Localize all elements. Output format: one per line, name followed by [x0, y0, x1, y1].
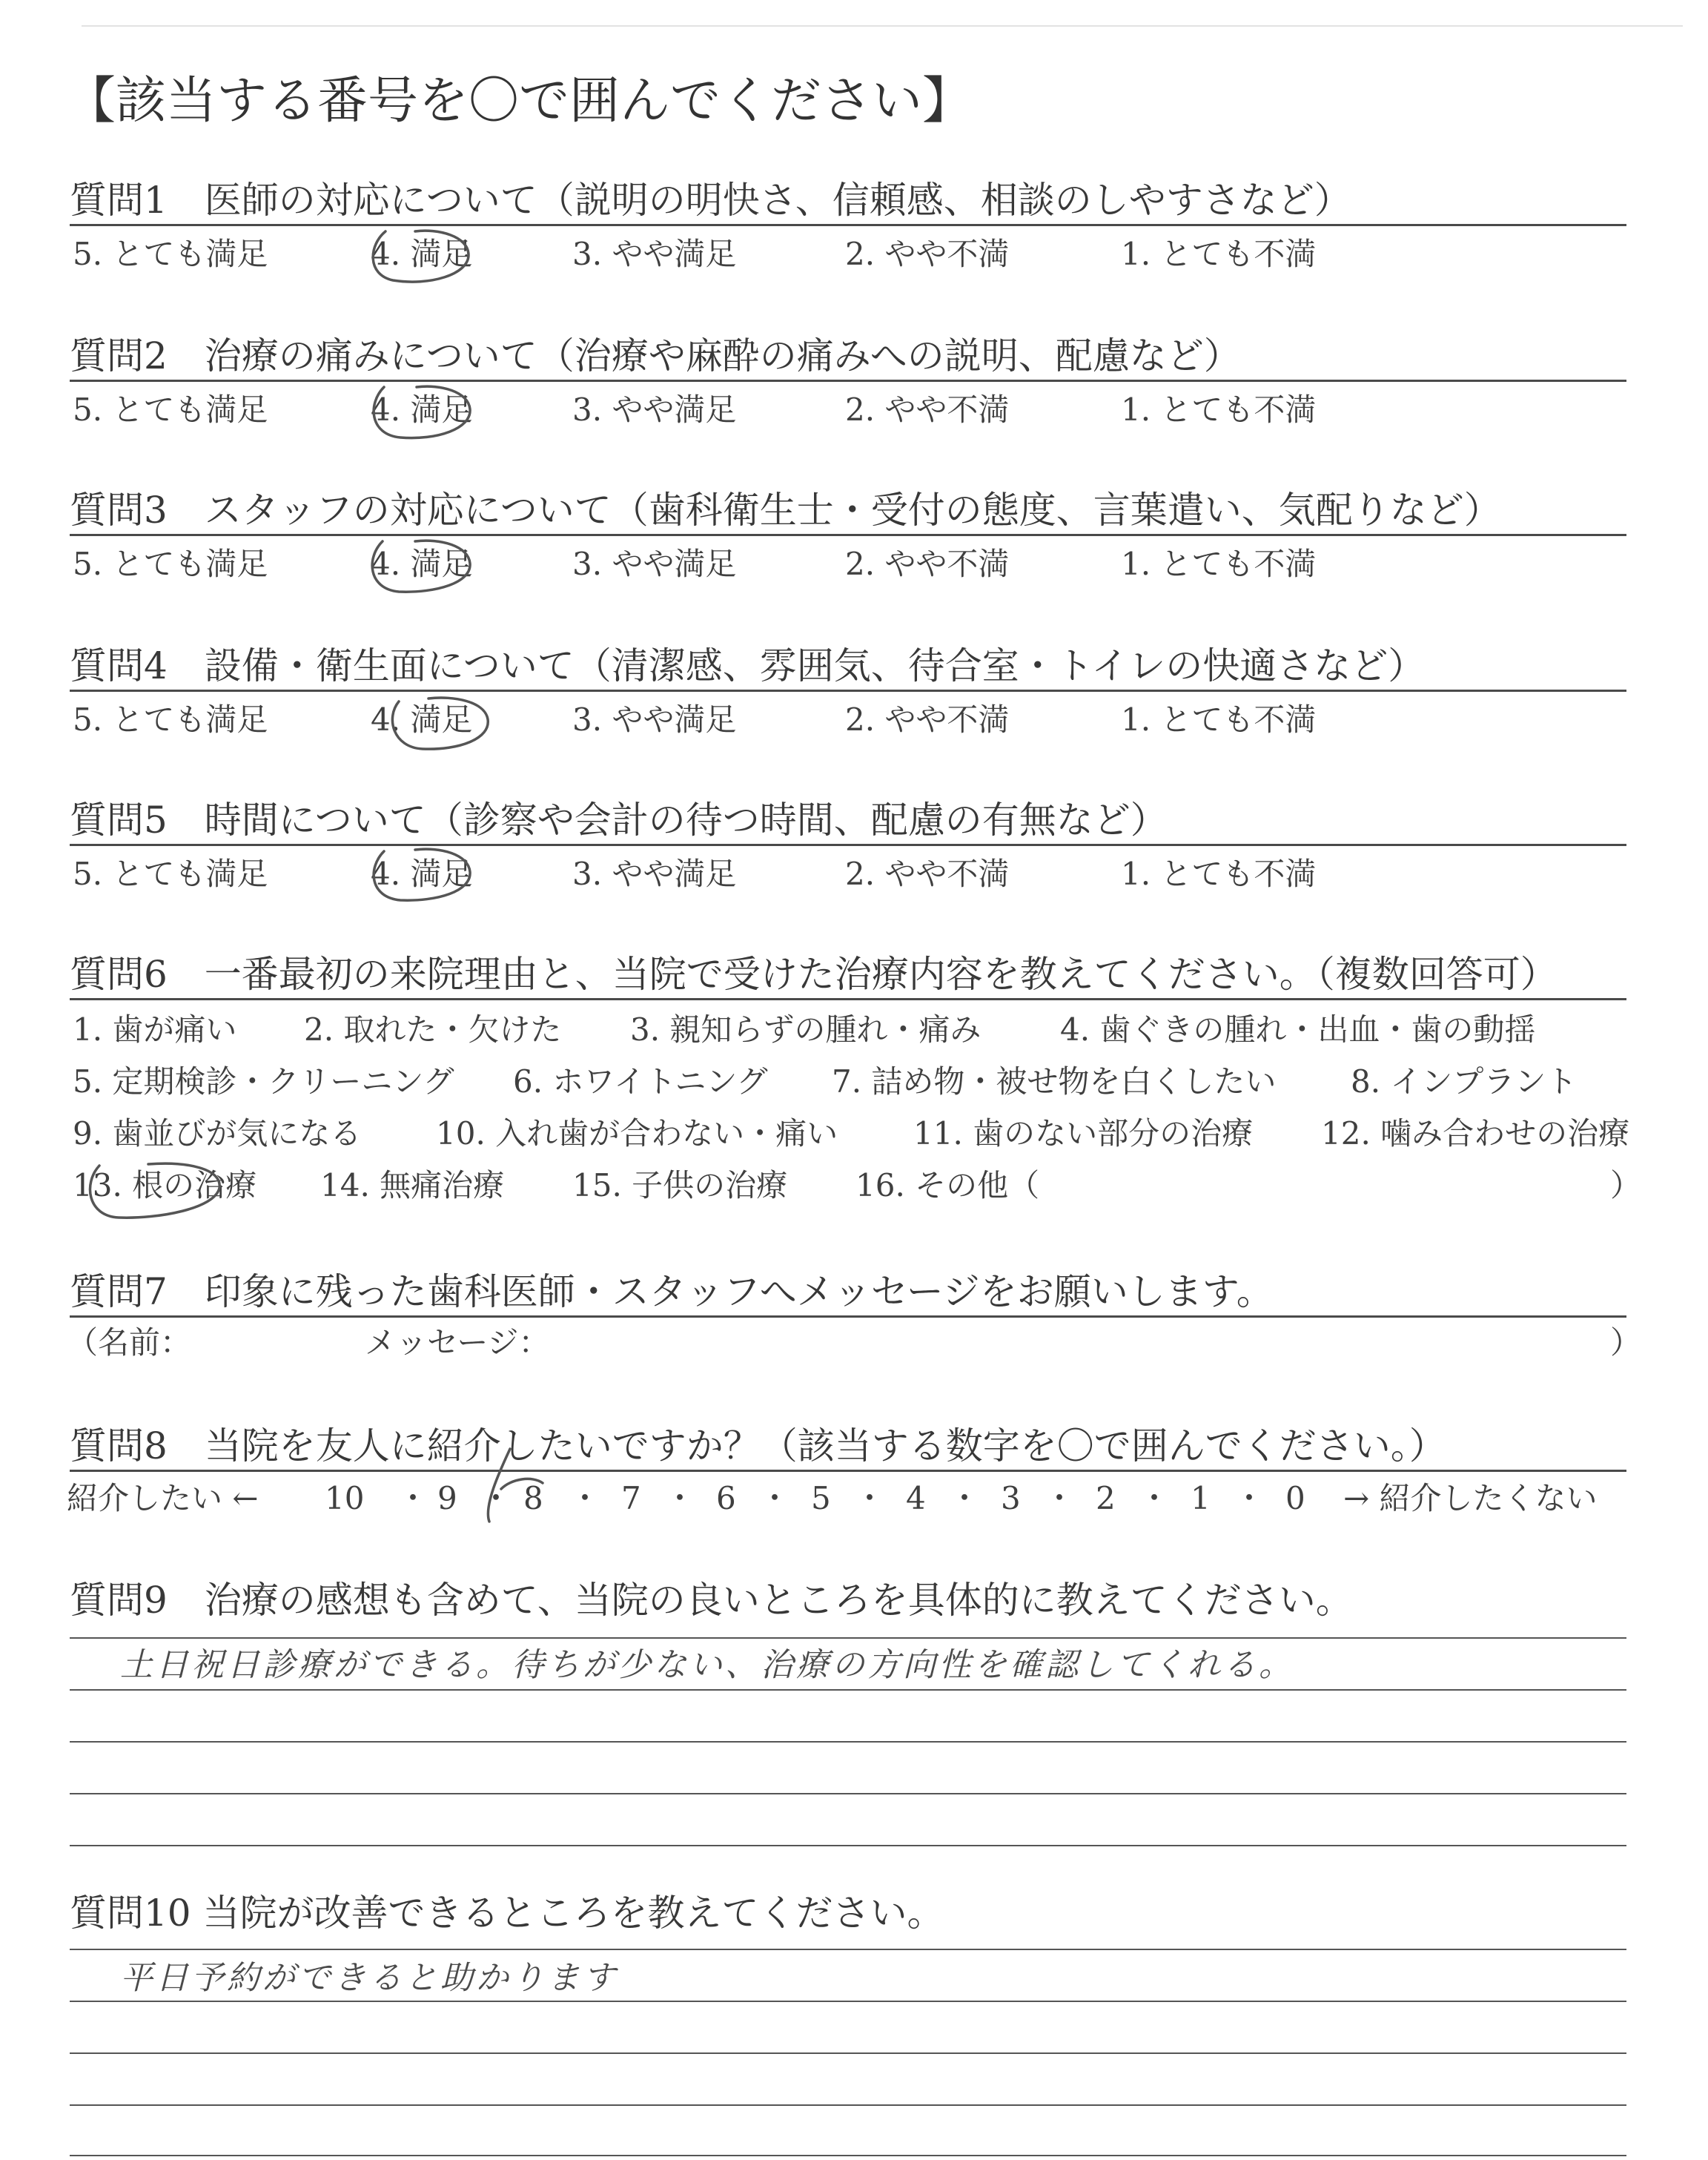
q8-scale-6[interactable]: 6 — [716, 1480, 736, 1516]
q8-sep: ・ — [949, 1480, 981, 1516]
question-6-title: 質問6 一番最初の来院理由と、当院で受けた治療内容を教えてください。（複数回答可） — [70, 953, 1558, 996]
question-1-title: 質問1 医師の対応について（説明の明快さ、信頼感、相談のしやすさなど） — [70, 179, 1351, 222]
q8-sep: ・ — [854, 1480, 886, 1516]
question-4-rule — [70, 690, 1626, 692]
q8-sep: ・ — [759, 1480, 791, 1516]
q9-answer-line-3 — [70, 1741, 1626, 1743]
q9-answer-line-1 — [70, 1637, 1626, 1639]
q4-option-3[interactable]: 3. やや満足 — [572, 701, 737, 738]
question-5-rule — [70, 844, 1626, 846]
q3-option-1[interactable]: 1. とても不満 — [1121, 546, 1317, 582]
q8-left-label: 紹介したい ← — [67, 1480, 259, 1516]
q9-handwritten-answer[interactable]: 土日祝日診療ができる。待ちが少ない、治療の方向性を確認してくれる。 — [120, 1646, 1294, 1684]
q3-option-2[interactable]: 2. やや不満 — [845, 546, 1010, 582]
q9-answer-line-4 — [70, 1793, 1626, 1794]
q6-option-16[interactable]: 16. その他（ — [855, 1167, 1040, 1203]
q9-answer-line-2 — [70, 1689, 1626, 1691]
question-8-title: 質問8 当院を友人に紹介したいですか？（該当する数字を〇で囲んでください。） — [70, 1424, 1446, 1467]
q1-option-4[interactable]: 4. 満足 — [371, 236, 473, 272]
q8-scale-5[interactable]: 5 — [811, 1480, 831, 1516]
q8-scale-10[interactable]: 10 — [325, 1480, 365, 1516]
q8-scale-8[interactable]: 8 — [523, 1480, 543, 1516]
q2-option-1[interactable]: 1. とても不満 — [1121, 392, 1317, 428]
q9-answer-line-5 — [70, 1845, 1626, 1846]
question-7-title: 質問7 印象に残った歯科医師・スタッフへメッセージをお願いします。 — [70, 1270, 1274, 1313]
q10-answer-line-2 — [70, 2001, 1626, 2002]
q6-option-1[interactable]: 1. 歯が痛い — [73, 1011, 237, 1048]
q4-option-5[interactable]: 5. とても満足 — [73, 701, 268, 738]
question-3-rule — [70, 534, 1626, 536]
q8-scale-3[interactable]: 3 — [1001, 1480, 1021, 1516]
q8-sep: ・ — [1139, 1480, 1171, 1516]
q6-option-13[interactable]: 13. 根の治療 — [73, 1167, 257, 1203]
q5-option-3[interactable]: 3. やや満足 — [572, 856, 737, 892]
q6-option-8[interactable]: 8. インプラント — [1351, 1063, 1578, 1100]
q4-option-1[interactable]: 1. とても不満 — [1121, 701, 1317, 738]
q10-answer-line-3 — [70, 2052, 1626, 2054]
q10-answer-line-1 — [70, 1949, 1626, 1950]
q8-scale-1[interactable]: 1 — [1191, 1480, 1211, 1516]
q2-option-5[interactable]: 5. とても満足 — [73, 392, 268, 428]
q6-option-6[interactable]: 6. ホワイトニング — [513, 1063, 768, 1100]
q8-scale-4[interactable]: 4 — [906, 1480, 926, 1516]
q8-scale-2[interactable]: 2 — [1096, 1480, 1116, 1516]
q6-option-9[interactable]: 9. 歯並びが気になる — [73, 1115, 362, 1152]
q5-option-2[interactable]: 2. やや不満 — [845, 856, 1010, 892]
q8-scale-7[interactable]: 7 — [621, 1480, 641, 1516]
q7-message-label: メッセージ： — [365, 1324, 550, 1361]
q10-answer-line-4 — [70, 2104, 1626, 2106]
q8-right-label: → 紹介したくない — [1343, 1480, 1598, 1516]
question-8-rule — [70, 1470, 1626, 1472]
q1-option-2[interactable]: 2. やや不満 — [845, 236, 1010, 272]
q8-sep: ・ — [1044, 1480, 1076, 1516]
question-1-rule — [70, 224, 1626, 226]
q8-scale-9[interactable]: 9 — [437, 1480, 457, 1516]
q6-option-15[interactable]: 15. 子供の治療 — [572, 1167, 788, 1203]
top-divider — [82, 25, 1683, 27]
question-4-title: 質問4 設備・衛生面について（清潔感、雰囲気、待合室・トイレの快適さなど） — [70, 644, 1426, 687]
question-9-title: 質問9 治療の感想も含めて、当院の良いところを具体的に教えてください。 — [70, 1579, 1353, 1622]
q7-close-paren: ） — [1610, 1324, 1642, 1361]
question-7-rule — [70, 1315, 1626, 1318]
q4-option-4[interactable]: 4. 満足 — [371, 701, 473, 738]
question-6-rule — [70, 998, 1626, 1000]
q3-option-4[interactable]: 4. 満足 — [371, 546, 473, 582]
q6-option-5[interactable]: 5. 定期検診・クリーニング — [73, 1063, 454, 1100]
q6-option-10[interactable]: 10. 入れ歯が合わない・痛い — [436, 1115, 838, 1152]
q2-option-4[interactable]: 4. 満足 — [371, 392, 473, 428]
question-5-title: 質問5 時間について（診察や会計の待つ時間、配慮の有無など） — [70, 799, 1168, 842]
q8-sep: ・ — [480, 1480, 512, 1516]
q6-option-4[interactable]: 4. 歯ぐきの腫れ・出血・歯の動揺 — [1060, 1011, 1536, 1048]
instruction-heading: 【該当する番号を〇で囲んでください】 — [65, 72, 973, 131]
q6-option-2[interactable]: 2. 取れた・欠けた — [304, 1011, 562, 1048]
q1-option-5[interactable]: 5. とても満足 — [73, 236, 268, 272]
q5-option-4[interactable]: 4. 満足 — [371, 856, 473, 892]
q6-option-11[interactable]: 11. 歯のない部分の治療 — [913, 1115, 1254, 1152]
q3-option-5[interactable]: 5. とても満足 — [73, 546, 268, 582]
q8-sep: ・ — [397, 1480, 429, 1516]
question-2-rule — [70, 380, 1626, 382]
q8-sep: ・ — [569, 1480, 601, 1516]
q5-option-5[interactable]: 5. とても満足 — [73, 856, 268, 892]
q6-option-3[interactable]: 3. 親知らずの腫れ・痛み — [630, 1011, 982, 1048]
question-10-title: 質問10 当院が改善できるところを教えてください。 — [70, 1892, 944, 1935]
question-2-title: 質問2 治療の痛みについて（治療や麻酔の痛みへの説明、配慮など） — [70, 334, 1241, 377]
q6-other-close-paren: ） — [1610, 1167, 1642, 1203]
q8-sep: ・ — [1234, 1480, 1265, 1516]
q10-answer-line-5 — [70, 2155, 1626, 2156]
q2-option-2[interactable]: 2. やや不満 — [845, 392, 1010, 428]
q8-scale-0[interactable]: 0 — [1285, 1480, 1305, 1516]
q5-option-1[interactable]: 1. とても不満 — [1121, 856, 1317, 892]
q4-option-2[interactable]: 2. やや不満 — [845, 701, 1010, 738]
q8-sep: ・ — [664, 1480, 696, 1516]
q6-option-12[interactable]: 12. 噛み合わせの治療 — [1321, 1115, 1630, 1152]
q6-option-14[interactable]: 14. 無痛治療 — [320, 1167, 505, 1203]
q1-option-1[interactable]: 1. とても不満 — [1121, 236, 1317, 272]
q7-name-label: （名前： — [67, 1324, 192, 1361]
q3-option-3[interactable]: 3. やや満足 — [572, 546, 737, 582]
q2-option-3[interactable]: 3. やや満足 — [572, 392, 737, 428]
q10-handwritten-answer[interactable]: 平日予約ができると助かります — [120, 1959, 618, 1997]
q6-option-7[interactable]: 7. 詰め物・被せ物を白くしたい — [832, 1063, 1277, 1100]
q1-option-3[interactable]: 3. やや満足 — [572, 236, 737, 272]
question-3-title: 質問3 スタッフの対応について（歯科衛生士・受付の態度、言葉遣い、気配りなど） — [70, 489, 1501, 532]
